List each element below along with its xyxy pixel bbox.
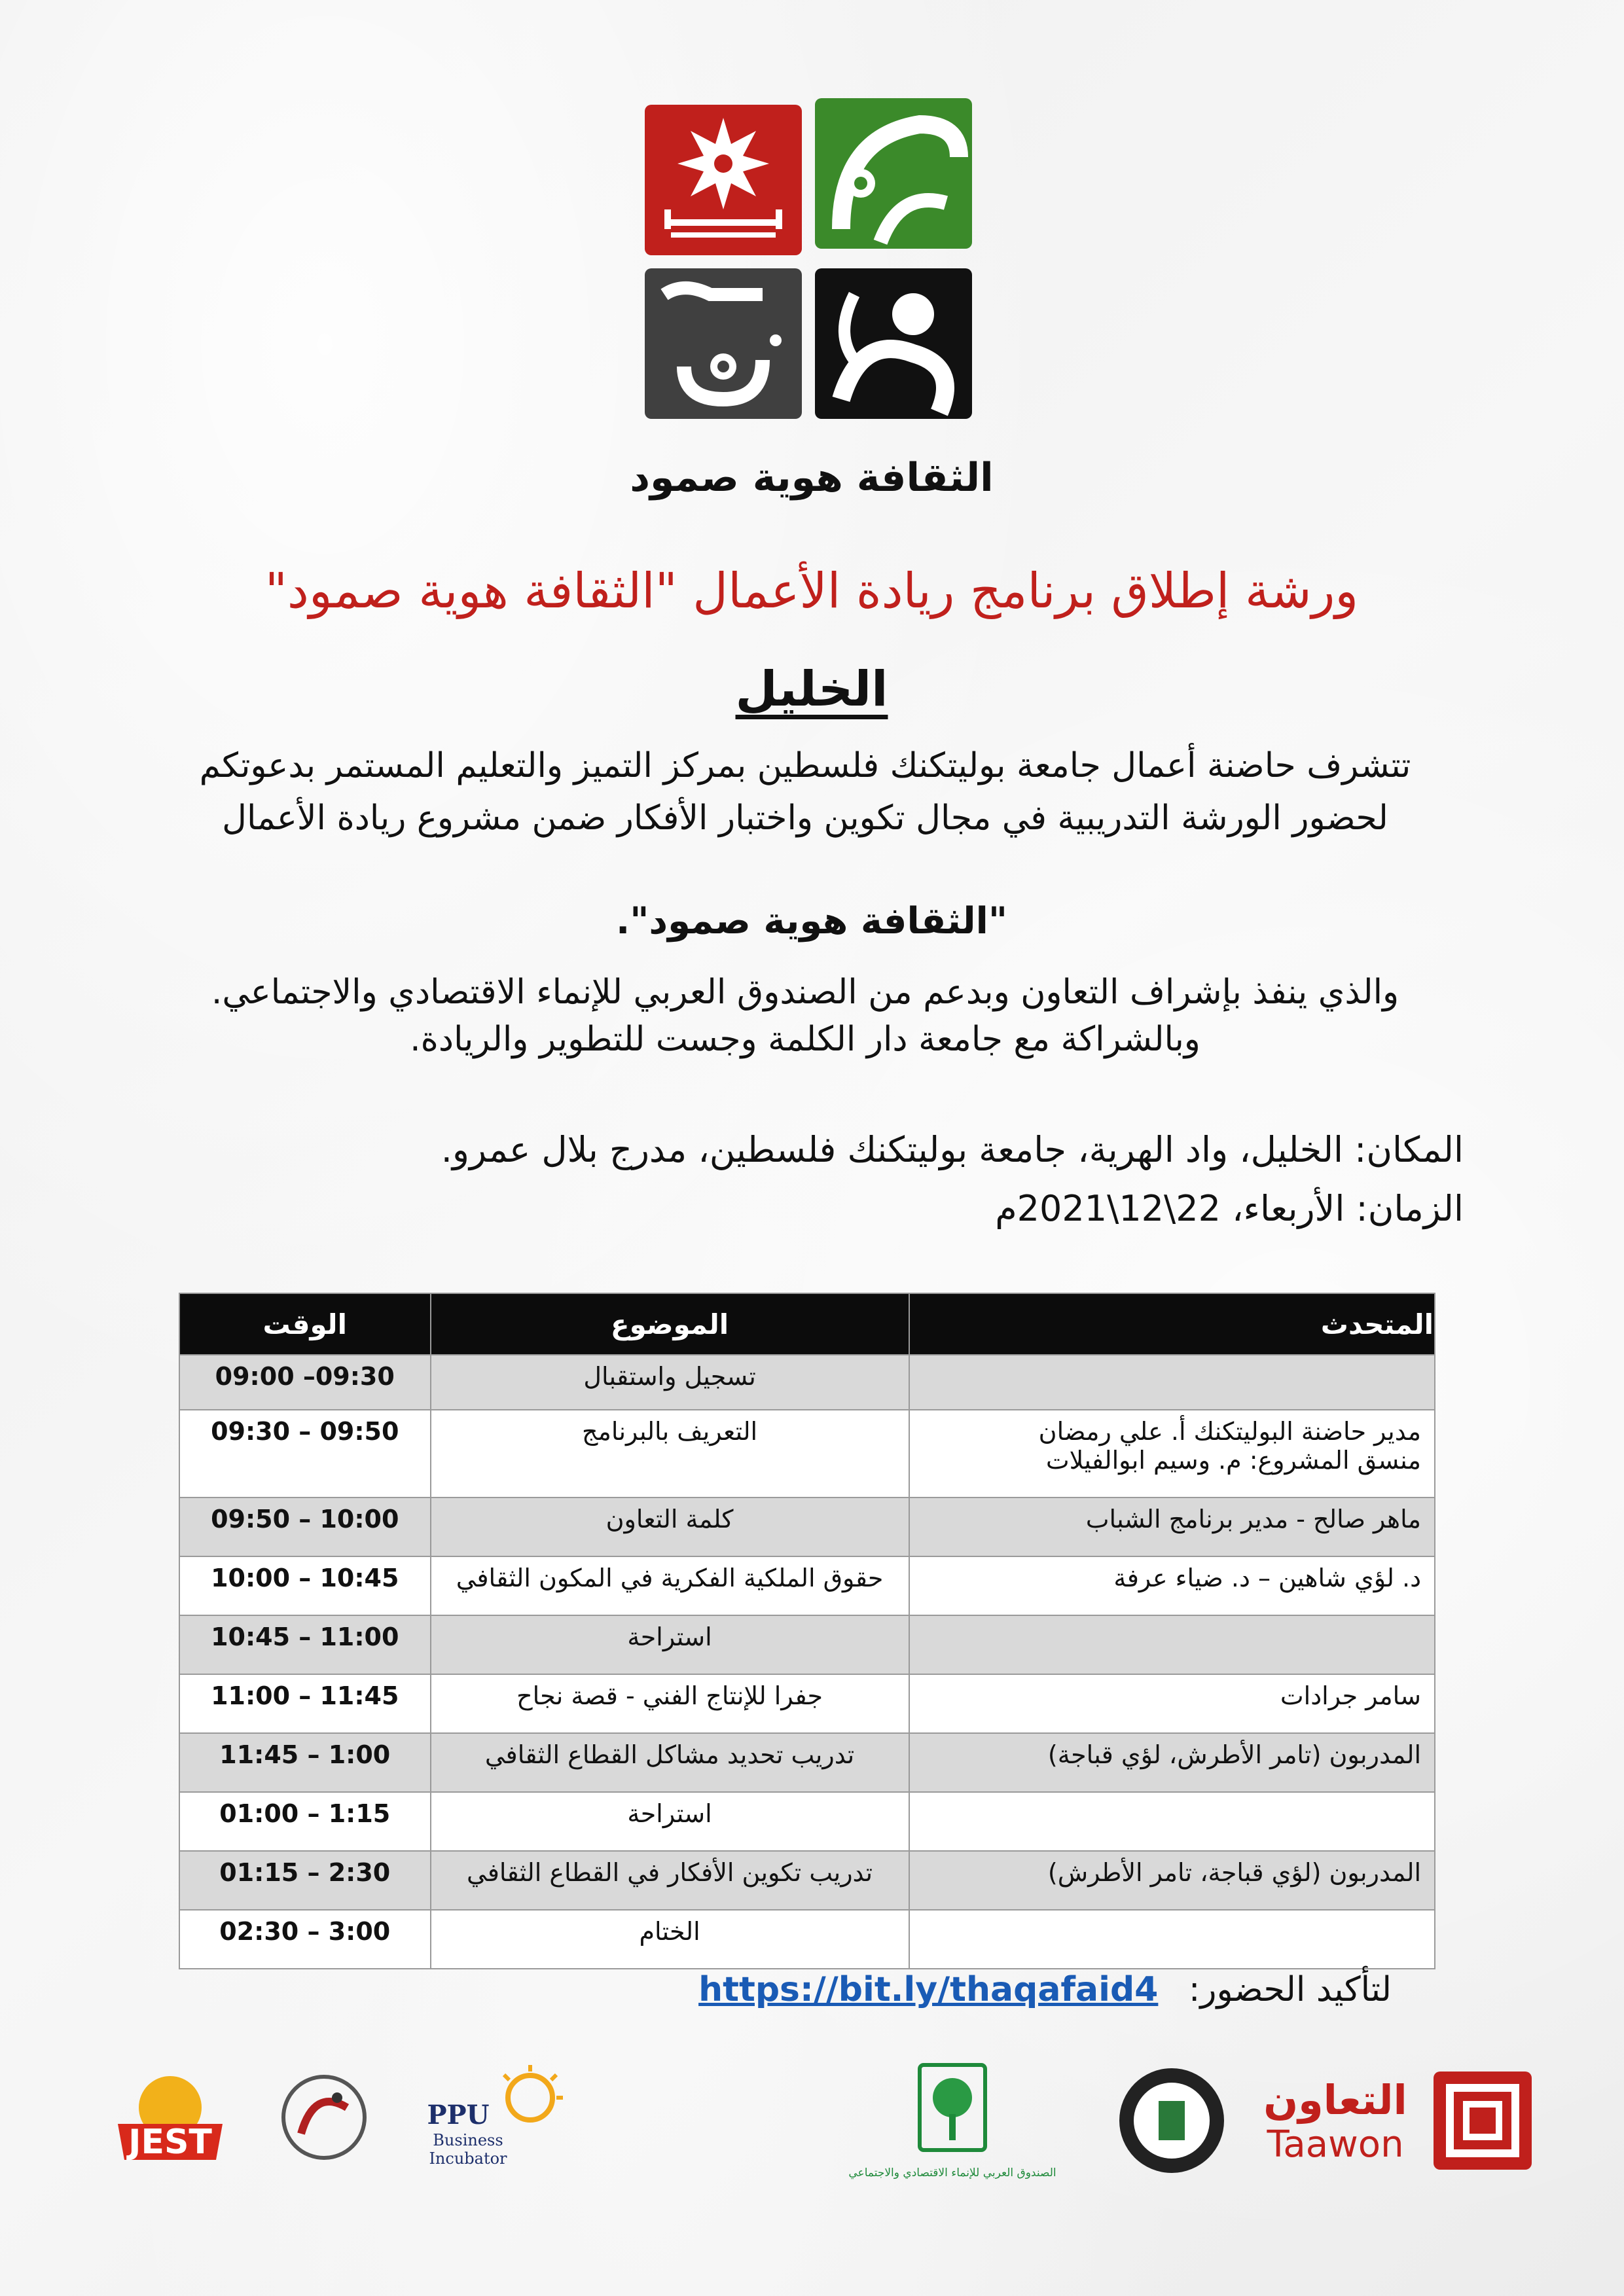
header-time: الوقت [179, 1293, 431, 1355]
support-line: والذي ينفذ بإشراف التعاون وبدعم من الصندوق العربي للإنماء الاقتصادي والاجتماعي. [211, 973, 1399, 1012]
cell-time: 11:00 – 11:45 [179, 1674, 431, 1733]
cell-topic: حقوق الملكية الفكرية في المكون الثقافي [431, 1556, 909, 1615]
cell-speaker: المدربون (تامر الأطرش، لؤي قباجة) [909, 1733, 1435, 1792]
speaker-line: مدير حاضنة البوليتكنك أ. علي رمضان [1038, 1417, 1421, 1446]
cell-time: 02:30 – 3:00 [179, 1910, 431, 1969]
svg-text:Taawon: Taawon [1267, 2123, 1404, 2166]
cell-topic: استراحة [431, 1792, 909, 1851]
cell-speaker [909, 1910, 1435, 1969]
table-row [179, 1410, 1435, 1498]
header-speaker: المتحدث [909, 1293, 1435, 1355]
cell-topic: استراحة [431, 1615, 909, 1674]
logo-tile-black [815, 268, 972, 419]
jest-logo-text: JEST [128, 2123, 212, 2162]
cell-topic: الختام [431, 1910, 909, 1969]
logo-tile-red [645, 105, 802, 255]
table-row [179, 1674, 1435, 1733]
table-row [179, 1910, 1435, 1969]
logo-caption: الثقافة هوية صمود [630, 455, 994, 501]
cell-time: 10:00 – 10:45 [179, 1556, 431, 1615]
table-row [179, 1498, 1435, 1556]
cell-speaker: سامر جرادات [909, 1674, 1435, 1733]
confirm-label: لتأكيد الحضور: [1188, 1970, 1392, 2009]
cell-time: 10:45 – 11:00 [179, 1615, 431, 1674]
table-row [179, 1556, 1435, 1615]
cell-speaker [909, 1355, 1435, 1410]
table-row [179, 1355, 1435, 1410]
cell-topic: جفرا للإنتاج الفني - قصة نجاح [431, 1674, 909, 1733]
cell-topic: كلمة التعاون [431, 1498, 909, 1556]
intro-paragraph [118, 740, 1492, 844]
svg-text:Business: Business [433, 2131, 503, 2149]
event-headline: ورشة إطلاق برنامج ريادة الأعمال "الثقافة هوية صمود" [264, 563, 1359, 619]
arab-fund-logo [848, 2062, 1056, 2186]
intro-line: لحضور الورشة التدريبية في مجال تكوين واختبار الأفكار ضمن مشروع ريادة الأعمال [222, 798, 1388, 838]
cell-topic: التعريف بالبرنامج [431, 1410, 909, 1498]
svg-text:Incubator: Incubator [429, 2149, 507, 2168]
cell-topic: تدريب تكوين الأفكار في القطاع الثقافي [431, 1851, 909, 1910]
support-line: وبالشراكة مع جامعة دار الكلمة وجست للتطوير والريادة. [410, 1020, 1200, 1059]
ppu-business-incubator-logo [406, 2062, 576, 2173]
cell-time: 09:00 –09:30 [179, 1355, 431, 1410]
svg-text:Palestine Polytechnic Universi [1113, 2062, 1115, 2064]
cell-speaker [909, 1615, 1435, 1674]
table-row [179, 1615, 1435, 1674]
kalima-university-logo [275, 2062, 373, 2173]
thaqafa-logo [645, 98, 979, 419]
svg-text:PPU: PPU [427, 2100, 490, 2130]
cell-time: 09:30 – 09:50 [179, 1410, 431, 1498]
cell-topic: تدريب تحديد مشاكل القطاع الثقافي [431, 1733, 909, 1792]
svg-text:الصندوق العربي للإنماء الاقتصا: الصندوق العربي للإنماء الاقتصادي والاجتماعي [848, 2166, 1056, 2179]
cell-speaker: ماهر صالح - مدير برنامج الشباب [909, 1498, 1435, 1556]
event-city: الخليل [735, 661, 888, 717]
header-topic: الموضوع [431, 1293, 909, 1355]
schedule-header-row [179, 1293, 1435, 1355]
cell-topic: تسجيل واستقبال [431, 1355, 909, 1410]
cell-speaker [909, 1792, 1435, 1851]
event-place: المكان: الخليل، واد الهرية، جامعة بوليتكنك فلسطين، مدرج بلال عمرو. [441, 1129, 1464, 1170]
cell-time: 01:15 – 2:30 [179, 1851, 431, 1910]
svg-text:التعاون: التعاون [1263, 2076, 1407, 2124]
palestine-polytechnic-logo [1113, 2062, 1231, 2179]
taawon-logo [1257, 2062, 1545, 2173]
logo-tile-gray [645, 268, 802, 419]
registration-link[interactable]: https://bit.ly/thaqafaid4 [698, 1970, 1159, 2009]
logo-tile-green [815, 98, 972, 249]
schedule-table [179, 1293, 1435, 1969]
table-row [179, 1733, 1435, 1792]
cell-speaker: د. لؤي شاهين – د. ضياء عرفة [909, 1556, 1435, 1615]
support-paragraph [118, 969, 1492, 1063]
intro-line: تتشرف حاضنة أعمال جامعة بوليتكنك فلسطين بمركز التميز والتعليم المستمر بدعوتكم [199, 746, 1411, 785]
cell-time: 01:00 – 1:15 [179, 1792, 431, 1851]
jest-logo [105, 2062, 236, 2173]
cell-time: 09:50 – 10:00 [179, 1498, 431, 1556]
table-row [179, 1851, 1435, 1910]
attendance-confirm [698, 1970, 1392, 2009]
event-date: الزمان: الأربعاء، 22\12\2021م [995, 1188, 1464, 1229]
cell-speaker: المدربون (لؤي قباجة، تامر الأطرش) [909, 1851, 1435, 1910]
cell-time: 11:45 – 1:00 [179, 1733, 431, 1792]
speaker-line: منسق المشروع: م. وسيم ابوالفيلات [1045, 1446, 1421, 1475]
cell-speaker [909, 1410, 1435, 1498]
project-title: "الثقافة هوية صمود". [615, 900, 1008, 942]
table-row [179, 1792, 1435, 1851]
